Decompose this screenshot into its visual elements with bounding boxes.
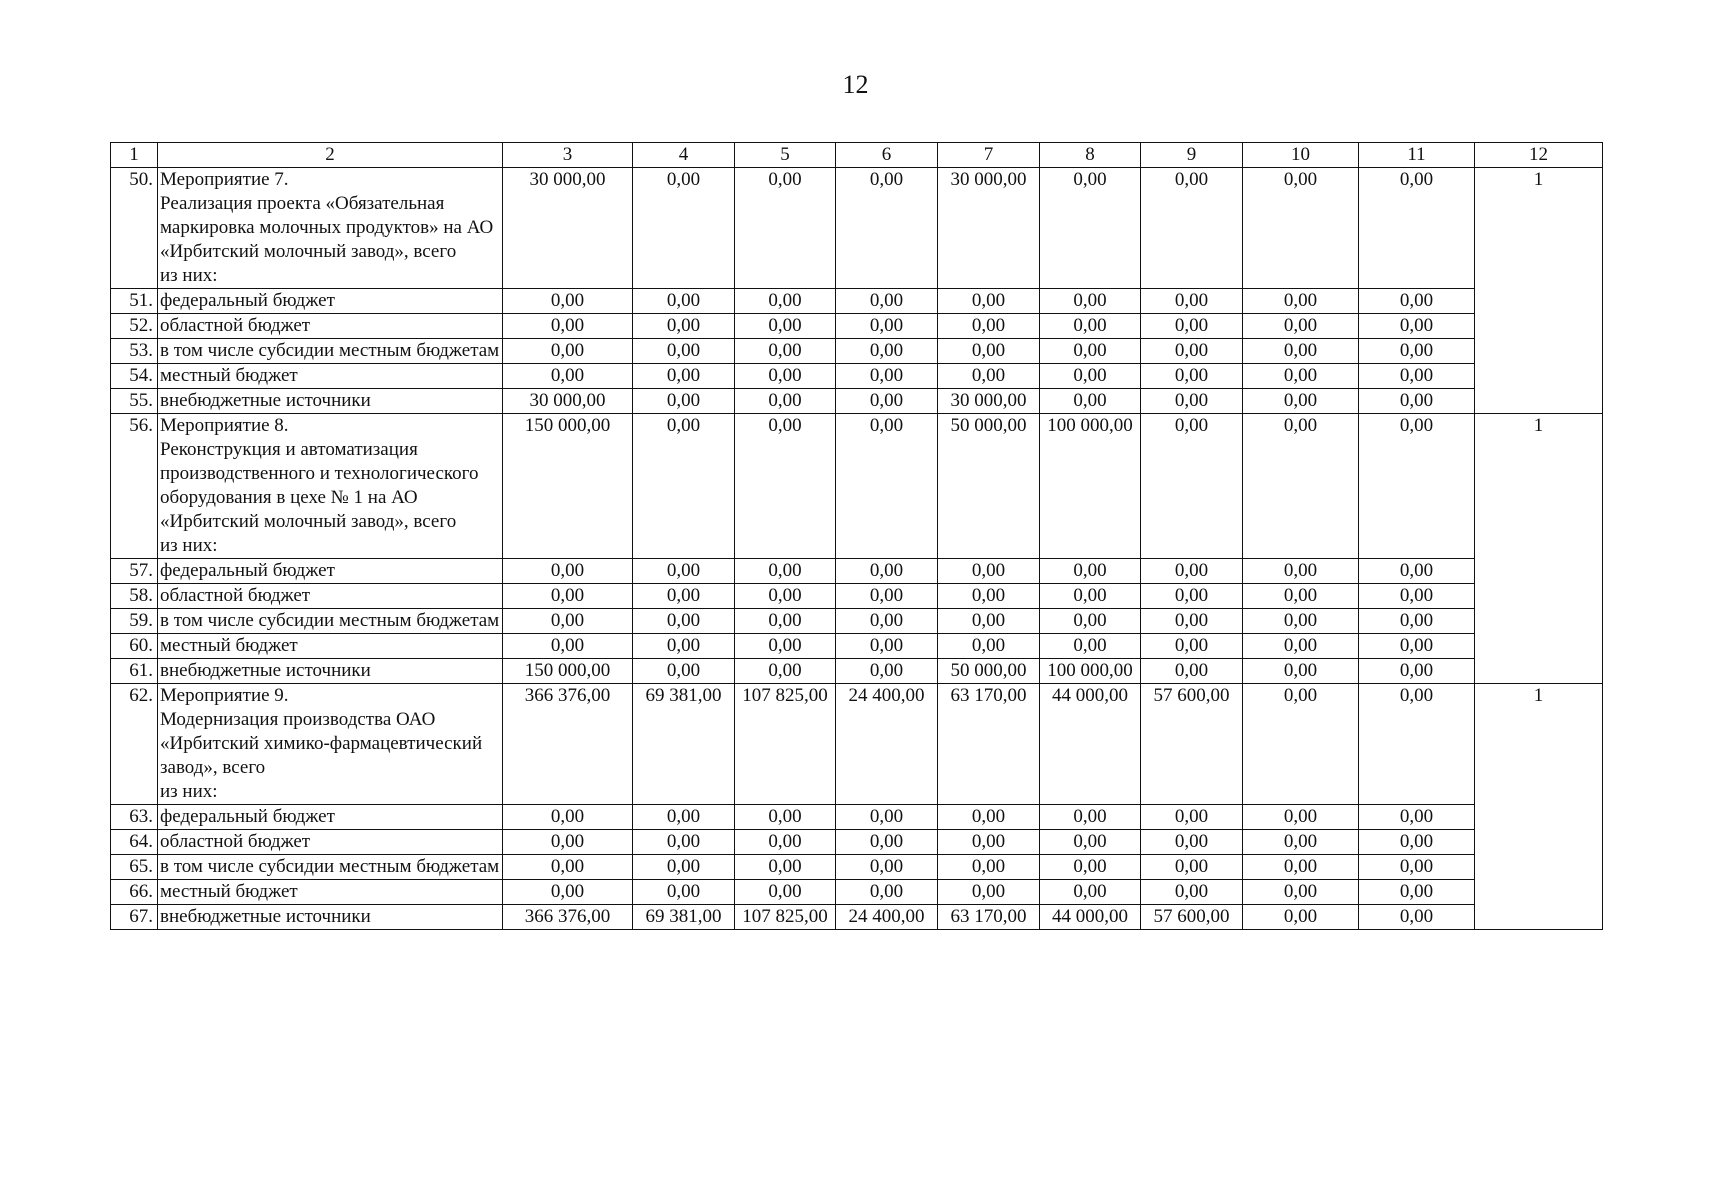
value-cell: 0,00 [633,559,735,584]
value-cell: 0,00 [735,830,836,855]
value-cell: 0,00 [1243,855,1359,880]
row-number: 50. [111,168,158,289]
value-cell: 0,00 [735,339,836,364]
header-cell: 12 [1475,143,1603,168]
value-cell: 0,00 [503,314,633,339]
value-cell: 0,00 [735,609,836,634]
value-cell: 0,00 [1243,634,1359,659]
value-cell: 100 000,00 [1040,414,1141,559]
table-row [111,339,1603,364]
value-cell: 30 000,00 [938,389,1040,414]
value-cell: 0,00 [1359,609,1475,634]
table-row [111,364,1603,389]
table-row [111,634,1603,659]
value-cell: 0,00 [1141,389,1243,414]
value-cell: 0,00 [836,314,938,339]
value-cell: 0,00 [1040,805,1141,830]
table-row [111,880,1603,905]
value-cell: 0,00 [1243,289,1359,314]
value-cell: 0,00 [1359,805,1475,830]
value-cell: 0,00 [1359,389,1475,414]
value-cell: 30 000,00 [503,168,633,289]
row-name: областной бюджет [158,830,503,855]
value-cell: 0,00 [1141,314,1243,339]
value-cell: 0,00 [1141,855,1243,880]
value-cell: 0,00 [735,414,836,559]
value-cell: 0,00 [938,855,1040,880]
value-cell: 0,00 [836,659,938,684]
value-cell: 0,00 [1141,289,1243,314]
value-cell: 0,00 [836,389,938,414]
value-cell: 0,00 [1040,880,1141,905]
value-cell: 0,00 [1040,609,1141,634]
value-cell: 0,00 [633,880,735,905]
value-cell: 63 170,00 [938,684,1040,805]
value-cell: 0,00 [735,364,836,389]
value-cell: 100 000,00 [1040,659,1141,684]
value-cell: 0,00 [1243,584,1359,609]
value-cell: 0,00 [735,634,836,659]
row-number: 61. [111,659,158,684]
table-row [111,584,1603,609]
value-cell: 0,00 [1243,880,1359,905]
value-cell: 0,00 [1359,559,1475,584]
value-cell: 0,00 [633,855,735,880]
row-name: в том числе субсидии местным бюджетам [158,609,503,634]
target-indicator-cell: 1 [1475,684,1603,930]
value-cell: 69 381,00 [633,905,735,930]
row-name: внебюджетные источники [158,659,503,684]
value-cell: 0,00 [735,584,836,609]
row-name: местный бюджет [158,364,503,389]
value-cell: 0,00 [836,289,938,314]
value-cell: 0,00 [1243,684,1359,805]
table-row-main [111,168,1603,289]
value-cell: 0,00 [1040,584,1141,609]
value-cell: 0,00 [938,805,1040,830]
row-number: 63. [111,805,158,830]
value-cell: 0,00 [735,855,836,880]
row-name: федеральный бюджет [158,559,503,584]
value-cell: 0,00 [503,584,633,609]
value-cell: 24 400,00 [836,684,938,805]
value-cell: 57 600,00 [1141,684,1243,805]
row-number: 52. [111,314,158,339]
value-cell: 0,00 [503,830,633,855]
row-number: 66. [111,880,158,905]
value-cell: 0,00 [1359,289,1475,314]
value-cell: 0,00 [836,364,938,389]
value-cell: 0,00 [1359,364,1475,389]
value-cell: 0,00 [633,830,735,855]
table-row [111,609,1603,634]
header-cell: 2 [158,143,503,168]
value-cell: 0,00 [503,805,633,830]
table-row [111,805,1603,830]
value-cell: 0,00 [836,339,938,364]
value-cell: 0,00 [633,659,735,684]
value-cell: 0,00 [938,289,1040,314]
header-cell: 9 [1141,143,1243,168]
value-cell: 0,00 [1243,168,1359,289]
value-cell: 0,00 [1243,314,1359,339]
value-cell: 0,00 [503,289,633,314]
header-cell: 10 [1243,143,1359,168]
value-cell: 0,00 [1359,880,1475,905]
value-cell: 50 000,00 [938,414,1040,559]
value-cell: 44 000,00 [1040,684,1141,805]
value-cell: 0,00 [1359,414,1475,559]
value-cell: 0,00 [1141,414,1243,559]
value-cell: 0,00 [836,880,938,905]
value-cell: 0,00 [1243,414,1359,559]
value-cell: 0,00 [1040,289,1141,314]
value-cell: 0,00 [938,880,1040,905]
value-cell: 0,00 [1141,364,1243,389]
value-cell: 0,00 [1141,659,1243,684]
value-cell: 0,00 [1040,830,1141,855]
value-cell: 150 000,00 [503,659,633,684]
value-cell: 0,00 [836,805,938,830]
value-cell: 0,00 [1141,559,1243,584]
value-cell: 0,00 [836,609,938,634]
value-cell: 0,00 [1359,339,1475,364]
value-cell: 0,00 [1040,855,1141,880]
value-cell: 0,00 [1040,339,1141,364]
value-cell: 0,00 [836,559,938,584]
value-cell: 0,00 [1359,634,1475,659]
row-number: 53. [111,339,158,364]
value-cell: 0,00 [633,609,735,634]
value-cell: 0,00 [938,584,1040,609]
value-cell: 366 376,00 [503,905,633,930]
value-cell: 0,00 [503,364,633,389]
value-cell: 0,00 [836,168,938,289]
row-number: 64. [111,830,158,855]
value-cell: 0,00 [1243,559,1359,584]
value-cell: 0,00 [1359,314,1475,339]
value-cell: 0,00 [836,855,938,880]
value-cell: 0,00 [633,805,735,830]
header-cell: 7 [938,143,1040,168]
value-cell: 30 000,00 [938,168,1040,289]
value-cell: 0,00 [938,339,1040,364]
value-cell: 0,00 [503,559,633,584]
row-number: 54. [111,364,158,389]
value-cell: 0,00 [1040,364,1141,389]
table-row [111,314,1603,339]
value-cell: 0,00 [1359,684,1475,805]
value-cell: 0,00 [1141,634,1243,659]
value-cell: 0,00 [503,880,633,905]
row-number: 55. [111,389,158,414]
row-number: 56. [111,414,158,559]
value-cell: 0,00 [1243,609,1359,634]
value-cell: 107 825,00 [735,905,836,930]
value-cell: 0,00 [503,855,633,880]
value-cell: 0,00 [836,634,938,659]
table-row [111,659,1603,684]
value-cell: 57 600,00 [1141,905,1243,930]
value-cell: 0,00 [735,559,836,584]
value-cell: 0,00 [633,364,735,389]
value-cell: 0,00 [1040,389,1141,414]
header-cell: 8 [1040,143,1141,168]
value-cell: 0,00 [1359,168,1475,289]
value-cell: 30 000,00 [503,389,633,414]
value-cell: 0,00 [735,314,836,339]
value-cell: 0,00 [1141,805,1243,830]
value-cell: 0,00 [503,609,633,634]
value-cell: 0,00 [735,289,836,314]
row-number: 67. [111,905,158,930]
row-number: 60. [111,634,158,659]
row-name: местный бюджет [158,634,503,659]
value-cell: 0,00 [938,634,1040,659]
header-cell: 3 [503,143,633,168]
value-cell: 0,00 [503,634,633,659]
page-number: 12 [842,70,869,99]
row-name: федеральный бюджет [158,805,503,830]
value-cell: 0,00 [938,609,1040,634]
value-cell: 0,00 [1040,634,1141,659]
value-cell: 0,00 [1141,880,1243,905]
value-cell: 0,00 [1359,905,1475,930]
value-cell: 0,00 [1243,830,1359,855]
target-indicator-cell: 1 [1475,414,1603,684]
value-cell: 366 376,00 [503,684,633,805]
header-cell: 11 [1359,143,1475,168]
value-cell: 0,00 [735,168,836,289]
value-cell: 63 170,00 [938,905,1040,930]
value-cell: 150 000,00 [503,414,633,559]
value-cell: 0,00 [1141,339,1243,364]
header-cell: 4 [633,143,735,168]
table-row [111,559,1603,584]
row-number: 59. [111,609,158,634]
row-name: местный бюджет [158,880,503,905]
value-cell: 0,00 [836,414,938,559]
row-name: Мероприятие 7. Реализация проекта «Обязательная маркировка молочных продуктов» на АО «Ирбитский молочный завод», всего из них: [158,168,503,289]
row-number: 65. [111,855,158,880]
value-cell: 0,00 [938,559,1040,584]
value-cell: 0,00 [633,584,735,609]
value-cell: 0,00 [735,880,836,905]
value-cell: 0,00 [503,339,633,364]
value-cell: 0,00 [1243,905,1359,930]
row-name: федеральный бюджет [158,289,503,314]
value-cell: 0,00 [938,830,1040,855]
table-body [111,168,1603,930]
row-number: 57. [111,559,158,584]
value-cell: 0,00 [735,659,836,684]
table-row [111,855,1603,880]
row-name: Мероприятие 9. Модернизация производства ОАО «Ирбитский химико-фармацевтический завод», всего из них: [158,684,503,805]
value-cell: 107 825,00 [735,684,836,805]
value-cell: 0,00 [836,830,938,855]
header-row [111,143,1603,168]
row-number: 58. [111,584,158,609]
header-cell: 5 [735,143,836,168]
value-cell: 0,00 [735,805,836,830]
value-cell: 0,00 [836,584,938,609]
value-cell: 0,00 [938,364,1040,389]
row-number: 51. [111,289,158,314]
table-row-main [111,414,1603,559]
value-cell: 0,00 [1359,584,1475,609]
value-cell: 0,00 [633,389,735,414]
row-name: Мероприятие 8. Реконструкция и автоматизация производственного и технологического оборудования в цехе № 1 на АО «Ирбитский молочный завод», всего из них: [158,414,503,559]
value-cell: 0,00 [1359,855,1475,880]
value-cell: 0,00 [1243,339,1359,364]
value-cell: 0,00 [1141,609,1243,634]
table-row [111,289,1603,314]
value-cell: 0,00 [1243,364,1359,389]
value-cell: 44 000,00 [1040,905,1141,930]
budget-table [110,142,1603,930]
value-cell: 0,00 [735,389,836,414]
row-number: 62. [111,684,158,805]
table-row [111,905,1603,930]
target-indicator-cell: 1 [1475,168,1603,414]
table-row [111,830,1603,855]
value-cell: 0,00 [1141,584,1243,609]
row-name: в том числе субсидии местным бюджетам [158,339,503,364]
value-cell: 0,00 [633,339,735,364]
value-cell: 0,00 [1040,559,1141,584]
value-cell: 0,00 [633,314,735,339]
value-cell: 0,00 [938,314,1040,339]
row-name: в том числе субсидии местным бюджетам [158,855,503,880]
row-name: областной бюджет [158,584,503,609]
value-cell: 0,00 [633,634,735,659]
value-cell: 24 400,00 [836,905,938,930]
value-cell: 50 000,00 [938,659,1040,684]
value-cell: 0,00 [633,289,735,314]
value-cell: 0,00 [1359,659,1475,684]
value-cell: 0,00 [1243,659,1359,684]
header-cell: 1 [111,143,158,168]
value-cell: 0,00 [1359,830,1475,855]
table-row-main [111,684,1603,805]
value-cell: 0,00 [1040,168,1141,289]
row-name: областной бюджет [158,314,503,339]
value-cell: 0,00 [1243,805,1359,830]
value-cell: 0,00 [1243,389,1359,414]
header-cell: 6 [836,143,938,168]
row-name: внебюджетные источники [158,389,503,414]
table-row [111,389,1603,414]
value-cell: 0,00 [633,414,735,559]
value-cell: 0,00 [1141,168,1243,289]
value-cell: 0,00 [633,168,735,289]
value-cell: 0,00 [1141,830,1243,855]
value-cell: 0,00 [1040,314,1141,339]
row-name: внебюджетные источники [158,905,503,930]
value-cell: 69 381,00 [633,684,735,805]
